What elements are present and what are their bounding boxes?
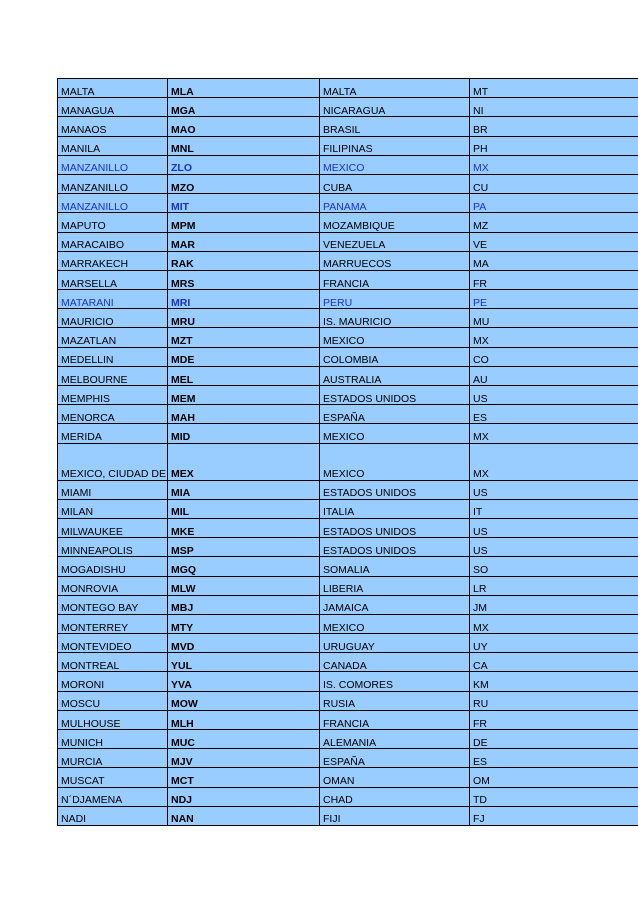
city-cell: MEDELLIN — [58, 347, 168, 366]
airport-code-cell: MAH — [168, 405, 320, 424]
country-cell: ESTADOS UNIDOS — [320, 538, 470, 557]
country-code-cell: US — [470, 518, 638, 537]
city-cell: MONROVIA — [58, 576, 168, 595]
country-cell: MARRUECOS — [320, 251, 470, 270]
city-cell: MELBOURNE — [58, 366, 168, 385]
country-cell: CUBA — [320, 174, 470, 193]
city-cell: MINNEAPOLIS — [58, 538, 168, 557]
city-cell: MEMPHIS — [58, 386, 168, 405]
city-cell: MURCIA — [58, 749, 168, 768]
airport-code-cell: MNL — [168, 136, 320, 155]
airport-code-cell: MIT — [168, 194, 320, 213]
airport-code-cell: MVD — [168, 634, 320, 653]
city-cell: MOGADISHU — [58, 557, 168, 576]
country-cell: FIJI — [320, 806, 470, 825]
country-cell: JAMAICA — [320, 595, 470, 614]
city-cell: MANZANILLO — [58, 155, 168, 174]
country-cell: FRANCIA — [320, 710, 470, 729]
table-row — [58, 155, 638, 174]
table-row — [58, 424, 638, 443]
country-code-cell: MX — [470, 155, 638, 174]
country-cell: PANAMA — [320, 194, 470, 213]
airport-code-cell: MZO — [168, 174, 320, 193]
city-cell: MANZANILLO — [58, 194, 168, 213]
city-cell: MARACAIBO — [58, 232, 168, 251]
city-cell: N´DJAMENA — [58, 787, 168, 806]
city-cell: MENORCA — [58, 405, 168, 424]
city-cell: MULHOUSE — [58, 710, 168, 729]
airport-code-cell: MIA — [168, 480, 320, 499]
city-cell: MONTEGO BAY — [58, 595, 168, 614]
airport-code-cell: MAR — [168, 232, 320, 251]
country-cell: ESPAÑA — [320, 405, 470, 424]
airport-code-cell: MIL — [168, 499, 320, 518]
country-cell: ESPAÑA — [320, 749, 470, 768]
airport-code-cell: MSP — [168, 538, 320, 557]
country-code-cell: CO — [470, 347, 638, 366]
airport-code-cell: MLW — [168, 576, 320, 595]
country-cell: VENEZUELA — [320, 232, 470, 251]
country-cell: RUSIA — [320, 691, 470, 710]
city-cell: NADI — [58, 806, 168, 825]
airport-code-cell: YVA — [168, 672, 320, 691]
country-code-cell: JM — [470, 595, 638, 614]
airport-code-cell: NDJ — [168, 787, 320, 806]
airport-code-cell: MLH — [168, 710, 320, 729]
country-cell: MOZAMBIQUE — [320, 213, 470, 232]
city-cell: MUNICH — [58, 730, 168, 749]
table-row — [58, 347, 638, 366]
city-cell: MUSCAT — [58, 768, 168, 787]
airport-code-cell: MEL — [168, 366, 320, 385]
table-row — [58, 768, 638, 787]
table-row — [58, 270, 638, 289]
airport-code-cell: ZLO — [168, 155, 320, 174]
country-code-cell: FR — [470, 710, 638, 729]
table-row — [58, 386, 638, 405]
table-row — [58, 251, 638, 270]
country-cell: ALEMANIA — [320, 730, 470, 749]
airport-code-cell: MRU — [168, 309, 320, 328]
country-code-cell: MA — [470, 251, 638, 270]
country-code-cell: MX — [470, 443, 638, 480]
country-code-cell: US — [470, 386, 638, 405]
country-code-cell: BR — [470, 117, 638, 136]
table-row — [58, 538, 638, 557]
country-cell: OMAN — [320, 768, 470, 787]
country-code-cell: AU — [470, 366, 638, 385]
table-row — [58, 672, 638, 691]
country-code-cell: US — [470, 538, 638, 557]
country-cell: MEXICO — [320, 155, 470, 174]
city-cell: MAZATLAN — [58, 328, 168, 347]
airport-code-cell: RAK — [168, 251, 320, 270]
airport-code-cell: MDE — [168, 347, 320, 366]
airport-code-cell: MBJ — [168, 595, 320, 614]
table-row — [58, 730, 638, 749]
airport-code-cell: MGQ — [168, 557, 320, 576]
city-cell: MERIDA — [58, 424, 168, 443]
country-cell: PERU — [320, 290, 470, 309]
country-cell: COLOMBIA — [320, 347, 470, 366]
city-cell: MONTREAL — [58, 653, 168, 672]
city-cell: MEXICO, CIUDAD DE — [58, 443, 168, 480]
country-cell: FILIPINAS — [320, 136, 470, 155]
table-row — [58, 194, 638, 213]
city-cell: MOSCU — [58, 691, 168, 710]
table-row — [58, 290, 638, 309]
country-cell: ESTADOS UNIDOS — [320, 518, 470, 537]
country-code-cell: MX — [470, 328, 638, 347]
airport-code-cell: MRI — [168, 290, 320, 309]
country-code-cell: LR — [470, 576, 638, 595]
city-cell: MANZANILLO — [58, 174, 168, 193]
country-code-cell: UY — [470, 634, 638, 653]
country-code-cell: VE — [470, 232, 638, 251]
table-row — [58, 595, 638, 614]
table-row — [58, 136, 638, 155]
table-row — [58, 405, 638, 424]
city-cell: MAPUTO — [58, 213, 168, 232]
table-row — [58, 749, 638, 768]
table-row — [58, 98, 638, 117]
city-cell: MILAN — [58, 499, 168, 518]
country-cell: ITALIA — [320, 499, 470, 518]
country-cell: MEXICO — [320, 424, 470, 443]
country-code-cell: MX — [470, 424, 638, 443]
table-row — [58, 614, 638, 633]
country-cell: CANADA — [320, 653, 470, 672]
table-row — [58, 213, 638, 232]
airport-code-cell: MEX — [168, 443, 320, 480]
country-cell: FRANCIA — [320, 270, 470, 289]
table-row — [58, 576, 638, 595]
city-cell: MONTERREY — [58, 614, 168, 633]
airport-code-cell: MGA — [168, 98, 320, 117]
country-code-cell: DE — [470, 730, 638, 749]
airport-code-cell: MEM — [168, 386, 320, 405]
table-row — [58, 480, 638, 499]
table-row — [58, 499, 638, 518]
airport-code-cell: MJV — [168, 749, 320, 768]
airport-code-cell: MUC — [168, 730, 320, 749]
country-code-cell: CA — [470, 653, 638, 672]
country-cell: ESTADOS UNIDOS — [320, 480, 470, 499]
country-code-cell: MX — [470, 614, 638, 633]
country-cell: MEXICO — [320, 328, 470, 347]
country-code-cell: MZ — [470, 213, 638, 232]
table-row — [58, 634, 638, 653]
country-code-cell: ES — [470, 749, 638, 768]
country-code-cell: TD — [470, 787, 638, 806]
table-row — [58, 557, 638, 576]
airport-code-cell: MCT — [168, 768, 320, 787]
country-code-cell: FJ — [470, 806, 638, 825]
city-cell: MANAOS — [58, 117, 168, 136]
table-row — [58, 518, 638, 537]
country-code-cell: PH — [470, 136, 638, 155]
airport-code-cell: MRS — [168, 270, 320, 289]
country-cell: BRASIL — [320, 117, 470, 136]
country-code-cell: MU — [470, 309, 638, 328]
table-row — [58, 366, 638, 385]
airport-code-cell: MLA — [168, 79, 320, 98]
table-row — [58, 787, 638, 806]
country-code-cell: SO — [470, 557, 638, 576]
table-row — [58, 653, 638, 672]
country-cell: CHAD — [320, 787, 470, 806]
country-cell: MALTA — [320, 79, 470, 98]
country-cell: LIBERIA — [320, 576, 470, 595]
country-cell: ESTADOS UNIDOS — [320, 386, 470, 405]
city-cell: MILWAUKEE — [58, 518, 168, 537]
country-code-cell: ES — [470, 405, 638, 424]
table-row — [58, 710, 638, 729]
city-cell: MALTA — [58, 79, 168, 98]
airport-code-cell: YUL — [168, 653, 320, 672]
country-cell: MEXICO — [320, 443, 470, 480]
country-code-cell: NI — [470, 98, 638, 117]
city-cell: MARRAKECH — [58, 251, 168, 270]
table-row — [58, 117, 638, 136]
table-row — [58, 806, 638, 825]
airport-code-cell: MAO — [168, 117, 320, 136]
airport-code-table — [57, 78, 638, 826]
country-code-cell: MT — [470, 79, 638, 98]
table-row — [58, 79, 638, 98]
country-code-cell: KM — [470, 672, 638, 691]
table-row — [58, 309, 638, 328]
airport-code-cell: MID — [168, 424, 320, 443]
city-cell: MIAMI — [58, 480, 168, 499]
airport-code-cell: MZT — [168, 328, 320, 347]
airport-code-cell: MOW — [168, 691, 320, 710]
country-cell: MEXICO — [320, 614, 470, 633]
table-row — [58, 232, 638, 251]
table-row — [58, 691, 638, 710]
table-row — [58, 174, 638, 193]
airport-code-cell: MTY — [168, 614, 320, 633]
country-code-cell: OM — [470, 768, 638, 787]
country-cell: URUGUAY — [320, 634, 470, 653]
table-row — [58, 328, 638, 347]
country-code-cell: IT — [470, 499, 638, 518]
city-cell: MATARANI — [58, 290, 168, 309]
city-cell: MONTEVIDEO — [58, 634, 168, 653]
city-cell: MARSELLA — [58, 270, 168, 289]
city-cell: MANAGUA — [58, 98, 168, 117]
airport-code-cell: MKE — [168, 518, 320, 537]
city-cell: MANILA — [58, 136, 168, 155]
country-cell: IS. MAURICIO — [320, 309, 470, 328]
country-code-cell: PE — [470, 290, 638, 309]
city-cell: MORONI — [58, 672, 168, 691]
airport-code-cell: MPM — [168, 213, 320, 232]
country-cell: IS. COMORES — [320, 672, 470, 691]
country-code-cell: RU — [470, 691, 638, 710]
country-cell: NICARAGUA — [320, 98, 470, 117]
country-cell: AUSTRALIA — [320, 366, 470, 385]
country-code-cell: CU — [470, 174, 638, 193]
airport-code-cell: NAN — [168, 806, 320, 825]
country-code-cell: US — [470, 480, 638, 499]
country-code-cell: FR — [470, 270, 638, 289]
country-code-cell: PA — [470, 194, 638, 213]
table-row — [58, 443, 638, 480]
country-cell: SOMALIA — [320, 557, 470, 576]
table-body — [58, 79, 638, 826]
city-cell: MAURICIO — [58, 309, 168, 328]
